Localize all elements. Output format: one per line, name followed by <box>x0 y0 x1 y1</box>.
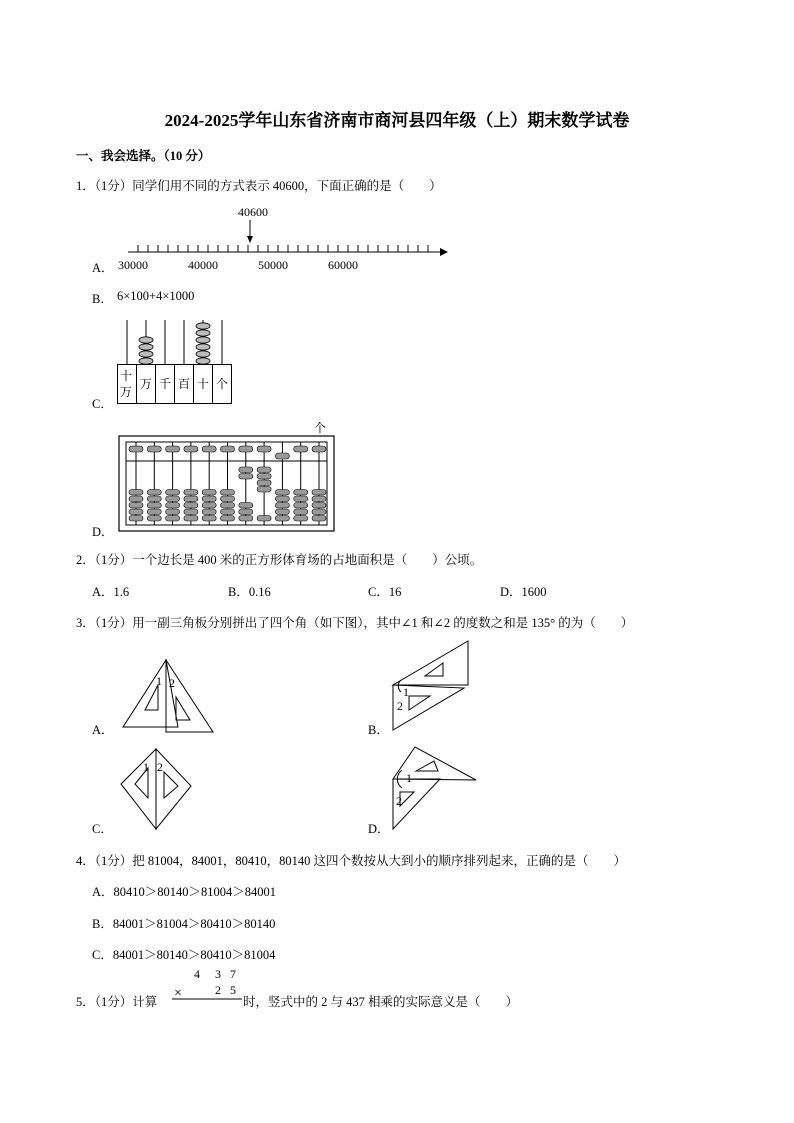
q2-option-b: B．0.16 <box>228 585 271 599</box>
abacus-bead <box>257 480 271 486</box>
abacus-bead <box>147 446 161 452</box>
abacus-bead <box>166 509 180 515</box>
q3-option-c-label: C． <box>92 822 113 836</box>
tick-label: 30000 <box>118 258 148 272</box>
abacus-bead <box>221 446 235 452</box>
abacus-bead <box>202 503 216 509</box>
abacus-bead <box>147 516 161 522</box>
abacus-bead <box>129 490 143 496</box>
abacus-bead <box>275 496 289 502</box>
abacus-bead <box>147 496 161 502</box>
q4-option-a: A．80410＞80140＞81004＞84001 <box>92 885 277 899</box>
page-title: 2024-2025学年山东省济南市商河县四年级（上）期末数学试卷 <box>164 111 630 130</box>
q1-option-c-label: C． <box>92 397 113 411</box>
q2-option-c: C．16 <box>368 585 402 599</box>
digit: 2 <box>215 983 221 997</box>
vertical-multiplication <box>170 964 245 1010</box>
abacus-bead <box>202 516 216 522</box>
abacus-bead <box>147 490 161 496</box>
abacus-bead <box>312 496 326 502</box>
question-2-stem: 2．（1分）一个边长是 400 米的正方形体育场的占地面积是（ ）公顷。 <box>76 553 483 567</box>
column-label: 个 <box>216 377 229 391</box>
triangle-figure-a <box>118 655 218 735</box>
question-1-stem: 1．（1分）同学们用不同的方式表示 40600，下面正确的是（ ） <box>76 179 442 193</box>
column-label: 万 <box>140 377 153 391</box>
q4-option-c: C．84001＞80140＞80410＞81004 <box>92 948 276 962</box>
angle-2-label: 2 <box>169 676 175 690</box>
abacus-bead <box>239 446 253 452</box>
digit: 4 <box>194 967 200 981</box>
abacus-bead <box>312 503 326 509</box>
abacus-bead <box>239 503 253 509</box>
angle-1-label: 1 <box>143 760 149 774</box>
abacus-bead <box>166 490 180 496</box>
abacus-bead <box>275 503 289 509</box>
abacus-bead <box>166 516 180 522</box>
abacus-bead <box>312 516 326 522</box>
digit: 5 <box>230 983 236 997</box>
column-label-wan: 万 <box>120 385 133 399</box>
triangle-figure-c <box>118 746 208 832</box>
abacus-bead <box>202 496 216 502</box>
abacus-bead <box>239 516 253 522</box>
abacus-unit-label: 个 <box>314 421 327 435</box>
abacus-bead <box>239 467 253 473</box>
counting-frame <box>117 318 233 406</box>
question-5-suffix: 时，竖式中的 2 与 437 相乘的实际意义是（ ） <box>243 995 519 1009</box>
question-4-stem: 4．（1分）把 81004，84001，80410，80140 这四个数按从大到小的顺序排列起来，正确的是（ ） <box>76 854 627 868</box>
abacus-bead <box>257 446 271 452</box>
question-3-stem: 3．（1分）用一副三角板分别拼出了四个角（如下图），其中∠1 和∠2 的度数之和是 135° 的为（ ） <box>76 616 634 630</box>
abacus-bead <box>221 490 235 496</box>
abacus-bead <box>129 496 143 502</box>
abacus-bead <box>184 503 198 509</box>
abacus-bead <box>294 503 308 509</box>
angle-2-label: 2 <box>157 760 163 774</box>
q2-option-d: D．1600 <box>500 585 547 599</box>
q3-option-b-label: B． <box>368 723 389 737</box>
tick-label: 40000 <box>188 258 218 272</box>
abacus-bead <box>257 474 271 480</box>
abacus-bead <box>202 446 216 452</box>
q4-option-b: B．84001＞81004＞80410＞80140 <box>92 917 276 931</box>
abacus-bead <box>312 490 326 496</box>
abacus-bead <box>239 474 253 480</box>
abacus-bead <box>166 496 180 502</box>
number-line <box>110 200 450 280</box>
abacus <box>118 418 338 533</box>
abacus-bead <box>202 509 216 515</box>
section-heading: 一、我会选择。（10 分） <box>76 149 211 163</box>
q3-option-d-label: D． <box>368 822 390 836</box>
column-label: 十 <box>197 377 210 391</box>
abacus-bead <box>294 490 308 496</box>
abacus-bead <box>221 503 235 509</box>
number-line-ticks <box>138 245 428 252</box>
abacus-bead <box>129 503 143 509</box>
tick-label: 60000 <box>328 258 358 272</box>
abacus-bead <box>275 516 289 522</box>
abacus-bead <box>294 509 308 515</box>
abacus-bead <box>257 516 271 522</box>
abacus-bead <box>312 446 326 452</box>
abacus-bead <box>294 446 308 452</box>
abacus-bead <box>129 446 143 452</box>
abacus-bead <box>129 509 143 515</box>
column-label: 千 <box>159 377 172 391</box>
q1-option-b-label: B． <box>92 292 113 306</box>
abacus-bead <box>166 446 180 452</box>
abacus-bead <box>129 516 143 522</box>
abacus-bead <box>166 503 180 509</box>
column-label: 百 <box>178 377 191 391</box>
q3-option-a-label: A． <box>92 723 114 737</box>
angle-1-label: 1 <box>406 771 412 785</box>
abacus-bead <box>184 516 198 522</box>
triangle-figure-b <box>388 638 478 734</box>
abacus-bead <box>147 509 161 515</box>
abacus-bead <box>312 509 326 515</box>
abacus-bead <box>221 516 235 522</box>
column-label-shi: 十 <box>120 369 133 383</box>
abacus-bead <box>294 496 308 502</box>
angle-1-label: 1 <box>156 674 162 688</box>
abacus-bead <box>294 516 308 522</box>
abacus-bead <box>275 453 289 459</box>
abacus-bead <box>221 496 235 502</box>
abacus-bead <box>239 509 253 515</box>
abacus-bead <box>147 503 161 509</box>
abacus-bead <box>184 509 198 515</box>
q2-option-a: A．1.6 <box>92 585 130 599</box>
abacus-bead <box>257 467 271 473</box>
abacus-bead <box>221 509 235 515</box>
triangle-figure-d <box>388 744 480 834</box>
q1-option-d-label: D． <box>92 525 114 539</box>
abacus-bead <box>184 490 198 496</box>
angle-2-label: 2 <box>396 794 402 808</box>
abacus-bead <box>184 496 198 502</box>
abacus-bead <box>202 490 216 496</box>
abacus-bead <box>257 487 271 493</box>
abacus-bead <box>184 446 198 452</box>
angle-1-label: 1 <box>403 685 409 699</box>
abacus-bead <box>275 509 289 515</box>
times-sign: × <box>174 986 182 1001</box>
abacus-bead <box>275 490 289 496</box>
digit: 7 <box>230 967 236 981</box>
question-5-prefix: 5．（1分）计算 <box>76 995 158 1009</box>
tick-label: 50000 <box>258 258 288 272</box>
digit: 3 <box>215 967 221 981</box>
angle-2-label: 2 <box>397 699 403 713</box>
number-line-arrow-value: 40600 <box>238 205 268 219</box>
q1-option-b-text: 6×100+4×1000 <box>117 289 195 303</box>
q1-option-a-label: A． <box>92 261 114 275</box>
